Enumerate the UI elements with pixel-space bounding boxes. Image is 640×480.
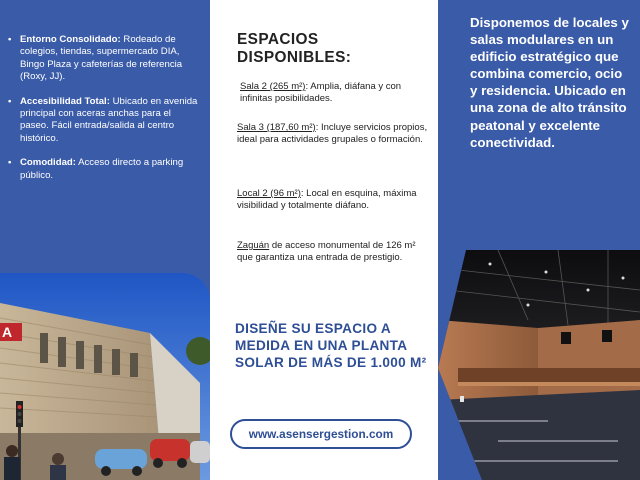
feature-item-comodidad (8, 157, 200, 182)
feature-item-entorno (8, 34, 200, 84)
feature-title: Accesibilidad Total: (20, 95, 110, 107)
space-item-sala3 (237, 122, 429, 146)
space-label: Local 2 (96 m²) (237, 188, 301, 199)
feature-title: Comodidad: (20, 157, 76, 169)
space-item-local2 (237, 188, 429, 212)
sign-letter: A (2, 324, 13, 340)
feature-item-accesibilidad (8, 96, 200, 146)
call-to-action: DISEÑE SU ESPACIO A MEDIDA EN UNA PLANTA SOLAR DE MÁS DE 1.000 M² (235, 321, 427, 371)
space-description: de acceso monumental de 126 m² que garantiza una entrada de prestigio. (237, 240, 416, 264)
middle-panel (210, 0, 438, 480)
bullet-icon: • (8, 34, 12, 45)
spaces-title (237, 31, 427, 67)
space-item-zaguan (237, 240, 429, 264)
space-label: Sala 2 (265 m²) (240, 81, 306, 92)
feature-text: Acceso directo a parking público. (20, 157, 184, 181)
features-list (0, 0, 210, 182)
website-link[interactable]: www.asensergestion.com (230, 419, 412, 449)
right-panel (438, 0, 640, 480)
feature-text: Rodeado de colegios, tiendas, supermercado DIA, Bingo Plaza y cafeterías de referencia (Roxy, JJ). (20, 34, 183, 83)
intro-text: Disponemos de locales y salas modulares en un edificio estratégico que combina comercio, ocio y residencia. Ubicado en una zona de alto tránsito peatonal y excelente conectividad. (470, 15, 629, 150)
space-label: Zaguán (237, 240, 270, 251)
interior-hall-photo (438, 250, 640, 480)
space-label: Sala 3 (187,60 m²) (237, 122, 316, 133)
space-description: : Incluye servicios propios, ideal para actividades grupales o formación. (237, 122, 428, 146)
spaces-title-line2: DISPONIBLES: (237, 49, 352, 66)
space-description: : Local en esquina, máxima visibilidad y totalmente diáfano. (237, 188, 417, 212)
space-item-sala2 (240, 81, 432, 105)
spaces-title-line1: ESPACIOS (237, 31, 319, 48)
bullet-icon: • (8, 157, 12, 169)
building-exterior-photo (0, 273, 210, 480)
feature-title: Entorno Consolidado: (20, 34, 121, 45)
space-description: : Amplia, diáfana y con infinitas posibilidades. (240, 81, 402, 105)
feature-text: Ubicado en avenida principal con aceras anchas para el paseo. Fácil entrada/salida al centro histórico. (20, 95, 198, 144)
left-panel (0, 0, 210, 480)
bullet-icon: • (8, 95, 12, 107)
